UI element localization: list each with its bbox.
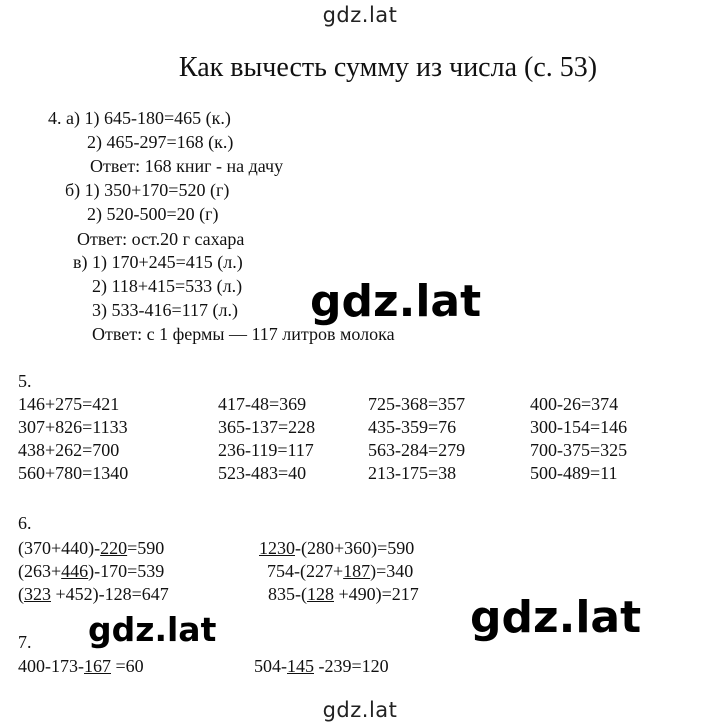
- task4-line: Ответ: 168 книг - на дачу: [90, 156, 284, 176]
- underlined-number: 1230: [259, 538, 295, 558]
- task4-line: 4. а) 1) 645-180=465 (к.): [48, 108, 231, 128]
- task7-expression: [18, 656, 144, 676]
- expr-part: 504-: [254, 656, 287, 676]
- expr-part: 835-(: [268, 584, 307, 604]
- task5-cell: 400-26=374: [530, 394, 619, 414]
- expr-part: )=340: [370, 561, 414, 581]
- underlined-number: 145: [287, 656, 314, 676]
- task5-cell: 563-284=279: [368, 440, 466, 460]
- task6-expression: [267, 561, 413, 581]
- task5-cell: 365-137=228: [218, 417, 316, 437]
- task6-expression: [259, 538, 414, 558]
- task7-number: 7.: [18, 632, 32, 652]
- task5-cell: 700-375=325: [530, 440, 628, 460]
- watermark-bottom-right: gdz.lat: [470, 592, 642, 643]
- task5-cell: 500-489=11: [530, 463, 618, 483]
- expr-part: =590: [127, 538, 165, 558]
- underlined-number: 167: [84, 656, 111, 676]
- task5-cell: 213-175=38: [368, 463, 457, 483]
- expr-part: -(280+360)=590: [295, 538, 415, 558]
- expr-part: -239=120: [314, 656, 389, 676]
- task4-line: 3) 533-416=117 (л.): [92, 300, 238, 320]
- task4-line: 2) 118+415=533 (л.): [92, 276, 243, 296]
- task6-expression: [18, 561, 164, 581]
- expr-part: (: [18, 584, 24, 604]
- expr-part: =60: [111, 656, 144, 676]
- expr-part: 400-173-: [18, 656, 84, 676]
- expr-part: (370+440)-: [18, 538, 101, 558]
- task5-cell: 523-483=40: [218, 463, 307, 483]
- task7-expression: [254, 656, 389, 676]
- task5-cell: 417-48=369: [218, 394, 307, 414]
- task5-cell: 236-119=117: [218, 440, 314, 460]
- task5-cell: 307+826=1133: [18, 417, 128, 437]
- underlined-number: 220: [100, 538, 128, 558]
- task4-line: 2) 465-297=168 (к.): [87, 132, 234, 152]
- task5-cell: 560+780=1340: [18, 463, 129, 483]
- watermark-top: gdz.lat: [322, 3, 398, 27]
- task6-expression: [18, 538, 164, 558]
- task5-cell: 725-368=357: [368, 394, 466, 414]
- task5-cell: 438+262=700: [18, 440, 120, 460]
- expr-part: +452)-128=647: [51, 584, 169, 604]
- page-title: Как вычесть сумму из числа (с. 53): [178, 52, 598, 83]
- task6-expression: [268, 584, 419, 604]
- task4-line: Ответ: с 1 фермы — 117 литров молока: [92, 324, 395, 344]
- expr-part: +490)=217: [334, 584, 419, 604]
- task4-line: б) 1) 350+170=520 (г): [65, 180, 230, 200]
- expr-part: (263+: [18, 561, 62, 581]
- task4-line: 2) 520-500=20 (г): [87, 204, 219, 224]
- expr-part: )-170=539: [88, 561, 165, 581]
- task5-cell: 146+275=421: [18, 394, 120, 414]
- task5-cell: 435-359=76: [368, 417, 457, 437]
- task4-line: Ответ: ост.20 г сахара: [77, 229, 245, 249]
- watermark-bottom: gdz.lat: [322, 698, 398, 722]
- task5-number: 5.: [18, 371, 32, 391]
- underlined-number: 128: [307, 584, 334, 604]
- underlined-number: 323: [24, 584, 51, 604]
- watermark-bottom-left: gdz.lat: [88, 610, 217, 649]
- task5-cell: 300-154=146: [530, 417, 628, 437]
- task6-expression: [18, 584, 169, 604]
- underlined-number: 446: [61, 561, 89, 581]
- underlined-number: 187: [343, 561, 371, 581]
- task6-number: 6.: [18, 513, 32, 533]
- task4-line: в) 1) 170+245=415 (л.): [73, 252, 243, 272]
- watermark-middle: gdz.lat: [310, 276, 482, 327]
- expr-part: 754-(227+: [267, 561, 344, 581]
